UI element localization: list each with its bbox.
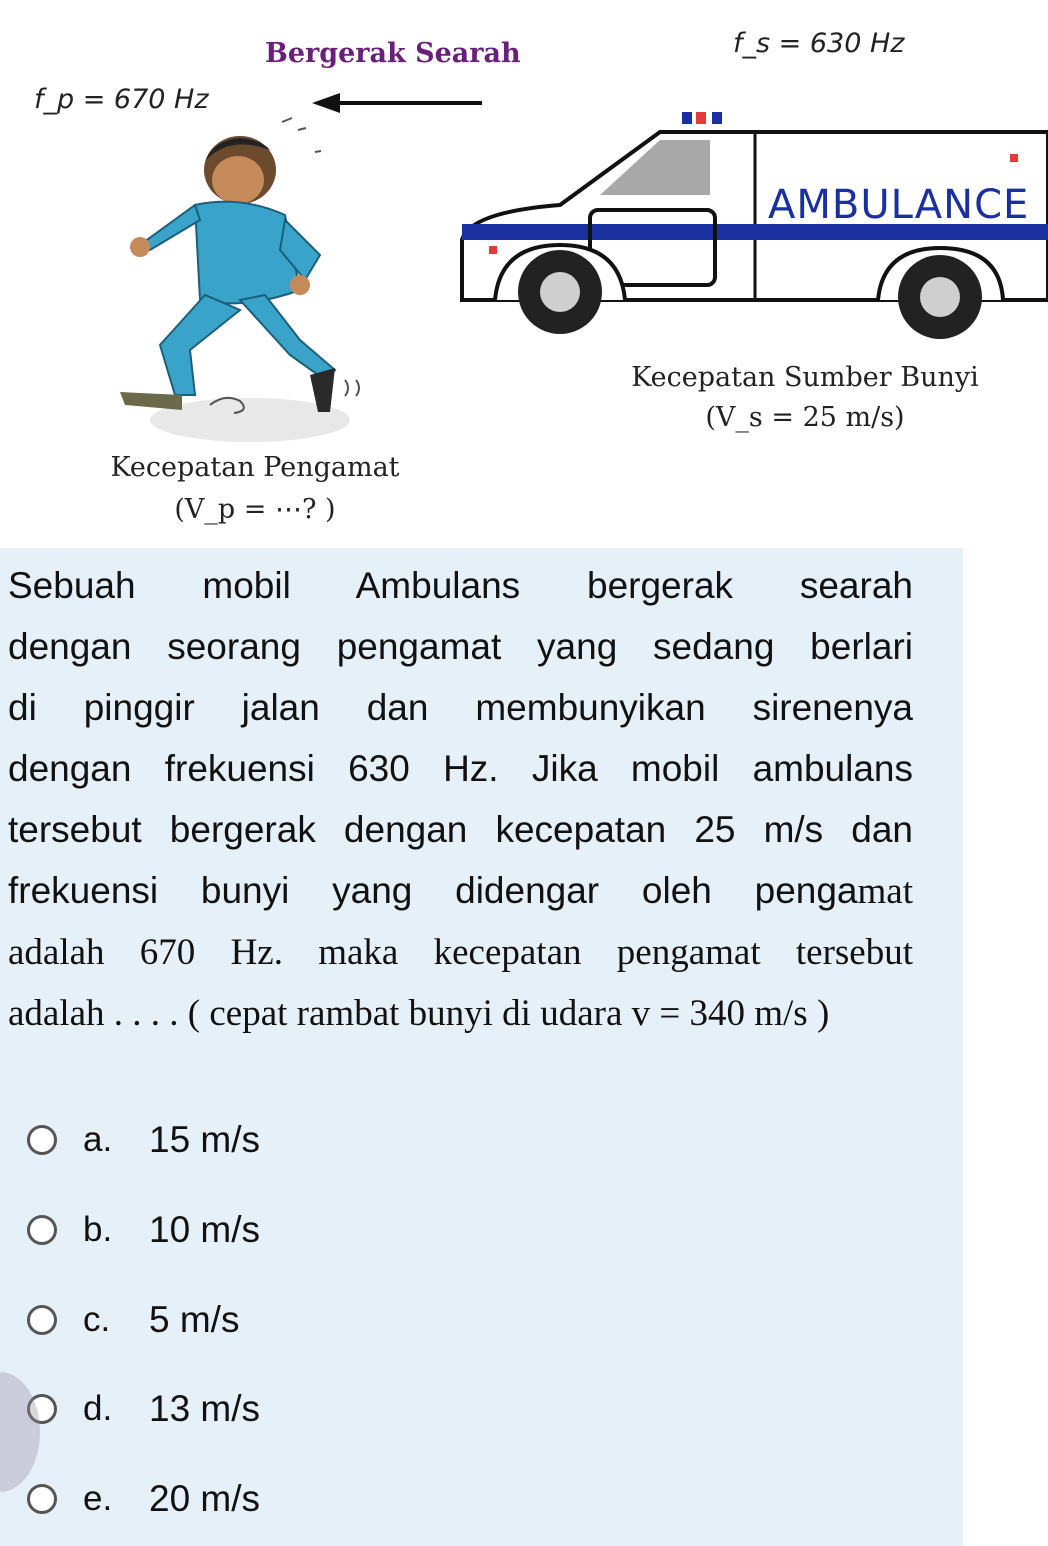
question-line: di pinggir jalan dan membunyikan sirenenya xyxy=(8,687,913,728)
option-text: 15 m/s xyxy=(149,1119,261,1160)
option-letter: e. xyxy=(83,1479,113,1518)
observer-frequency-label: f_p = 670 Hz xyxy=(34,84,209,115)
source-speed-caption: Kecepatan Sumber Bunyi xyxy=(631,362,979,393)
option-letter: a. xyxy=(83,1120,113,1159)
source-speed-value: (V_s = 25 m/s) xyxy=(705,402,905,433)
option-b[interactable] xyxy=(27,1200,260,1260)
observer-speed-value: (V_p = ⋯? ) xyxy=(174,494,336,525)
source-frequency-label: f_s = 630 Hz xyxy=(733,28,905,59)
runner-icon xyxy=(120,118,359,442)
radio-button[interactable] xyxy=(27,1125,57,1155)
option-e[interactable] xyxy=(27,1469,260,1529)
question-line: dengan seorang pengamat yang sedang berlari xyxy=(8,626,913,667)
question-line-part: frekuensi bunyi yang didengar oleh penga xyxy=(8,870,858,911)
physics-figure xyxy=(0,0,1048,548)
question-text xyxy=(8,555,913,1044)
radio-button[interactable] xyxy=(27,1215,57,1245)
question-line: dengan frekuensi 630 Hz. Jika mobil ambulans xyxy=(8,748,913,789)
question-line-mixed xyxy=(8,860,913,922)
option-d[interactable] xyxy=(27,1379,260,1439)
option-text: 13 m/s xyxy=(149,1388,261,1429)
option-a[interactable] xyxy=(27,1110,260,1170)
option-letter: b. xyxy=(83,1210,113,1249)
ambulance-icon xyxy=(462,112,1048,339)
option-letter: d. xyxy=(83,1389,113,1428)
option-text: 20 m/s xyxy=(149,1478,261,1519)
question-line: tersebut bergerak dengan kecepatan 25 m/s dan xyxy=(8,809,913,850)
option-text: 5 m/s xyxy=(149,1299,240,1340)
option-letter: c. xyxy=(83,1300,111,1339)
question-line: Sebuah mobil Ambulans bergerak searah xyxy=(8,565,913,606)
ambulance-label: AMBULANCE xyxy=(768,182,1030,228)
radio-button[interactable] xyxy=(27,1484,57,1514)
option-text: 10 m/s xyxy=(149,1209,261,1250)
question-line-part: mat xyxy=(857,871,913,912)
question-line: adalah . . . . ( cepat rambat bunyi di udara v = 340 m/s ) xyxy=(8,993,830,1034)
radio-button[interactable] xyxy=(27,1305,57,1335)
option-c[interactable] xyxy=(27,1290,239,1350)
direction-arrow-icon xyxy=(312,93,482,113)
question-line: adalah 670 Hz. maka kecepatan pengamat tersebut xyxy=(8,932,913,973)
figure-title: Bergerak Searah xyxy=(265,38,521,69)
observer-speed-caption: Kecepatan Pengamat xyxy=(110,452,400,483)
